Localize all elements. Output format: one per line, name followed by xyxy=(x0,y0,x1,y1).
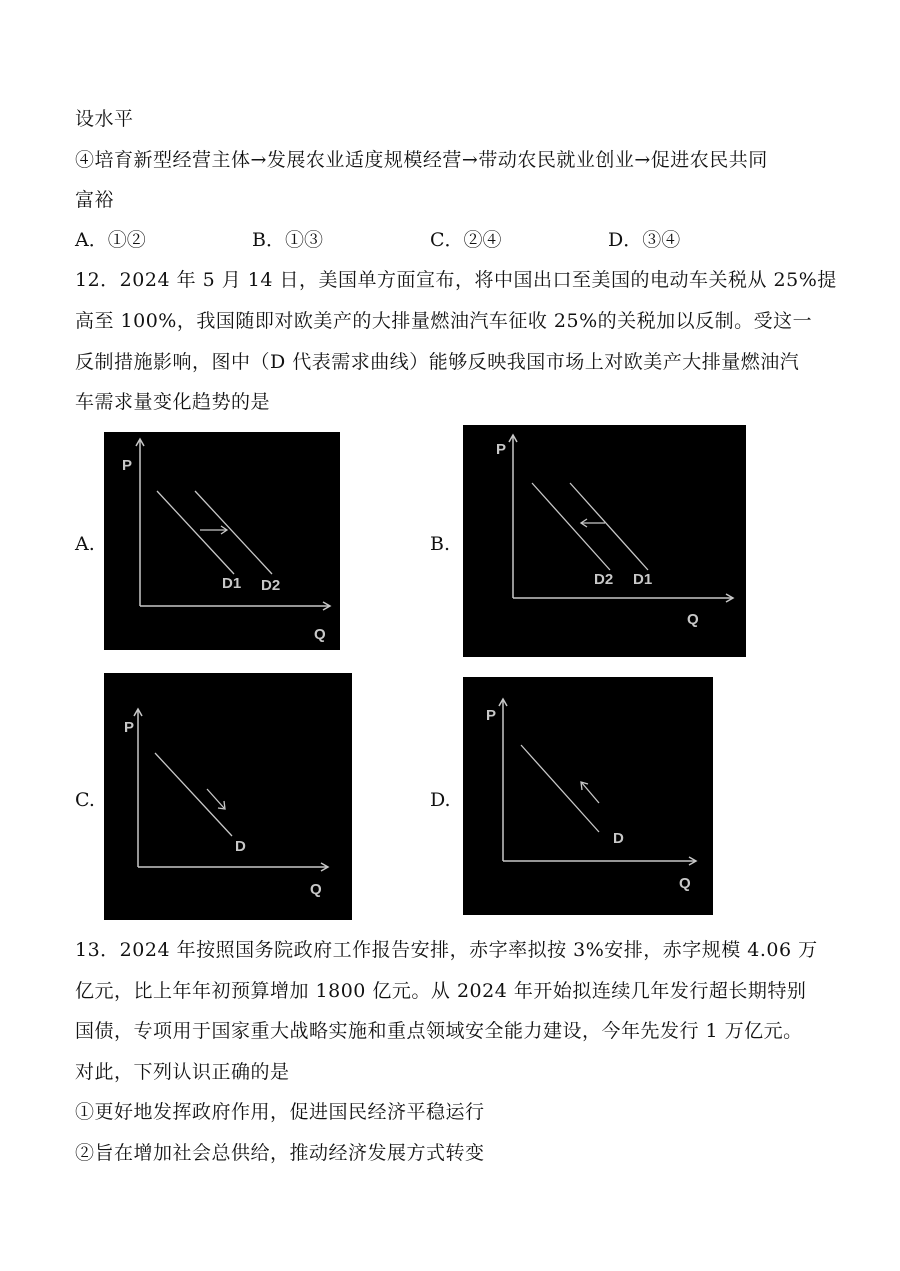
q12-stem-line: 高至 100%，我国随即对欧美产的大排量燃油汽车征收 25%的关税加以反制。受这一 xyxy=(75,310,813,332)
q11-option-b[interactable]: B．①③ xyxy=(252,229,323,251)
curve-label-d: D xyxy=(613,830,624,847)
figure-c-chart xyxy=(104,673,352,920)
movement-arrow-up xyxy=(582,783,599,803)
demand-curve-d2 xyxy=(532,483,610,570)
axis-label-q: Q xyxy=(679,875,691,892)
axis-label-q: Q xyxy=(310,881,322,898)
q13-stem-line: 国债，专项用于国家重大战略实施和重点领域安全能力建设，今年先发行 1 万亿元。 xyxy=(75,1020,803,1042)
q11-text-line: 设水平 xyxy=(75,108,134,130)
q13-stem-line: 13．2024 年按照国务院政府工作报告安排，赤字率拟按 3%安排，赤字规模 4.06 万 xyxy=(75,939,818,961)
q11-option-c[interactable]: C．②④ xyxy=(430,229,502,251)
figure-c[interactable] xyxy=(104,673,352,920)
axis-label-q: Q xyxy=(314,626,326,643)
axis-label-q: Q xyxy=(687,611,699,628)
curve-label-d2: D2 xyxy=(594,571,614,588)
axis-label-p: P xyxy=(124,719,135,736)
q13-stem-line: 亿元，比上年年初预算增加 1800 亿元。从 2024 年开始拟连续几年发行超长期特别 xyxy=(75,980,807,1002)
demand-curve-d2 xyxy=(195,491,272,574)
curve-label-d2: D2 xyxy=(261,577,281,594)
curve-label-d: D xyxy=(235,838,246,855)
demand-curve-d1 xyxy=(570,483,648,570)
q12-stem-line: 反制措施影响，图中（D 代表需求曲线）能够反映我国市场上对欧美产大排量燃油汽 xyxy=(75,351,800,373)
figure-b[interactable] xyxy=(463,425,746,657)
curve-label-d1: D1 xyxy=(633,571,653,588)
movement-arrow-down xyxy=(207,789,224,808)
q12-stem-line: 车需求量变化趋势的是 xyxy=(75,391,271,413)
axis-label-p: P xyxy=(122,457,133,474)
figure-b-chart xyxy=(463,425,746,657)
figure-a-label[interactable]: A. xyxy=(75,533,95,555)
q11-option-a[interactable]: A．①② xyxy=(75,229,146,251)
q11-option-d[interactable]: D．③④ xyxy=(608,229,681,251)
q13-stem-line: 对此，下列认识正确的是 xyxy=(75,1061,290,1083)
q13-item-1: ①更好地发挥政府作用，促进国民经济平稳运行 xyxy=(75,1101,485,1123)
figure-d[interactable] xyxy=(463,677,713,915)
figure-d-label[interactable]: D. xyxy=(430,789,451,811)
figure-a-chart xyxy=(104,432,340,650)
figure-d-chart xyxy=(463,677,713,915)
axis-label-p: P xyxy=(496,441,507,458)
q13-item-2: ②旨在增加社会总供给，推动经济发展方式转变 xyxy=(75,1142,485,1164)
figure-a[interactable] xyxy=(104,432,340,650)
figure-c-label[interactable]: C. xyxy=(75,789,95,811)
q12-stem-line: 12．2024 年 5 月 14 日，美国单方面宣布，将中国出口至美国的电动车关税从 25%提 xyxy=(75,269,837,291)
curve-label-d1: D1 xyxy=(222,575,242,592)
demand-curve-d xyxy=(155,753,232,836)
q11-item4-line2: 富裕 xyxy=(75,189,115,211)
axis-label-p: P xyxy=(486,707,497,724)
figure-b-label[interactable]: B. xyxy=(430,533,451,555)
q11-item4-line1: ④培育新型经营主体→发展农业适度规模经营→带动农民就业创业→促进农民共同 xyxy=(75,149,768,171)
